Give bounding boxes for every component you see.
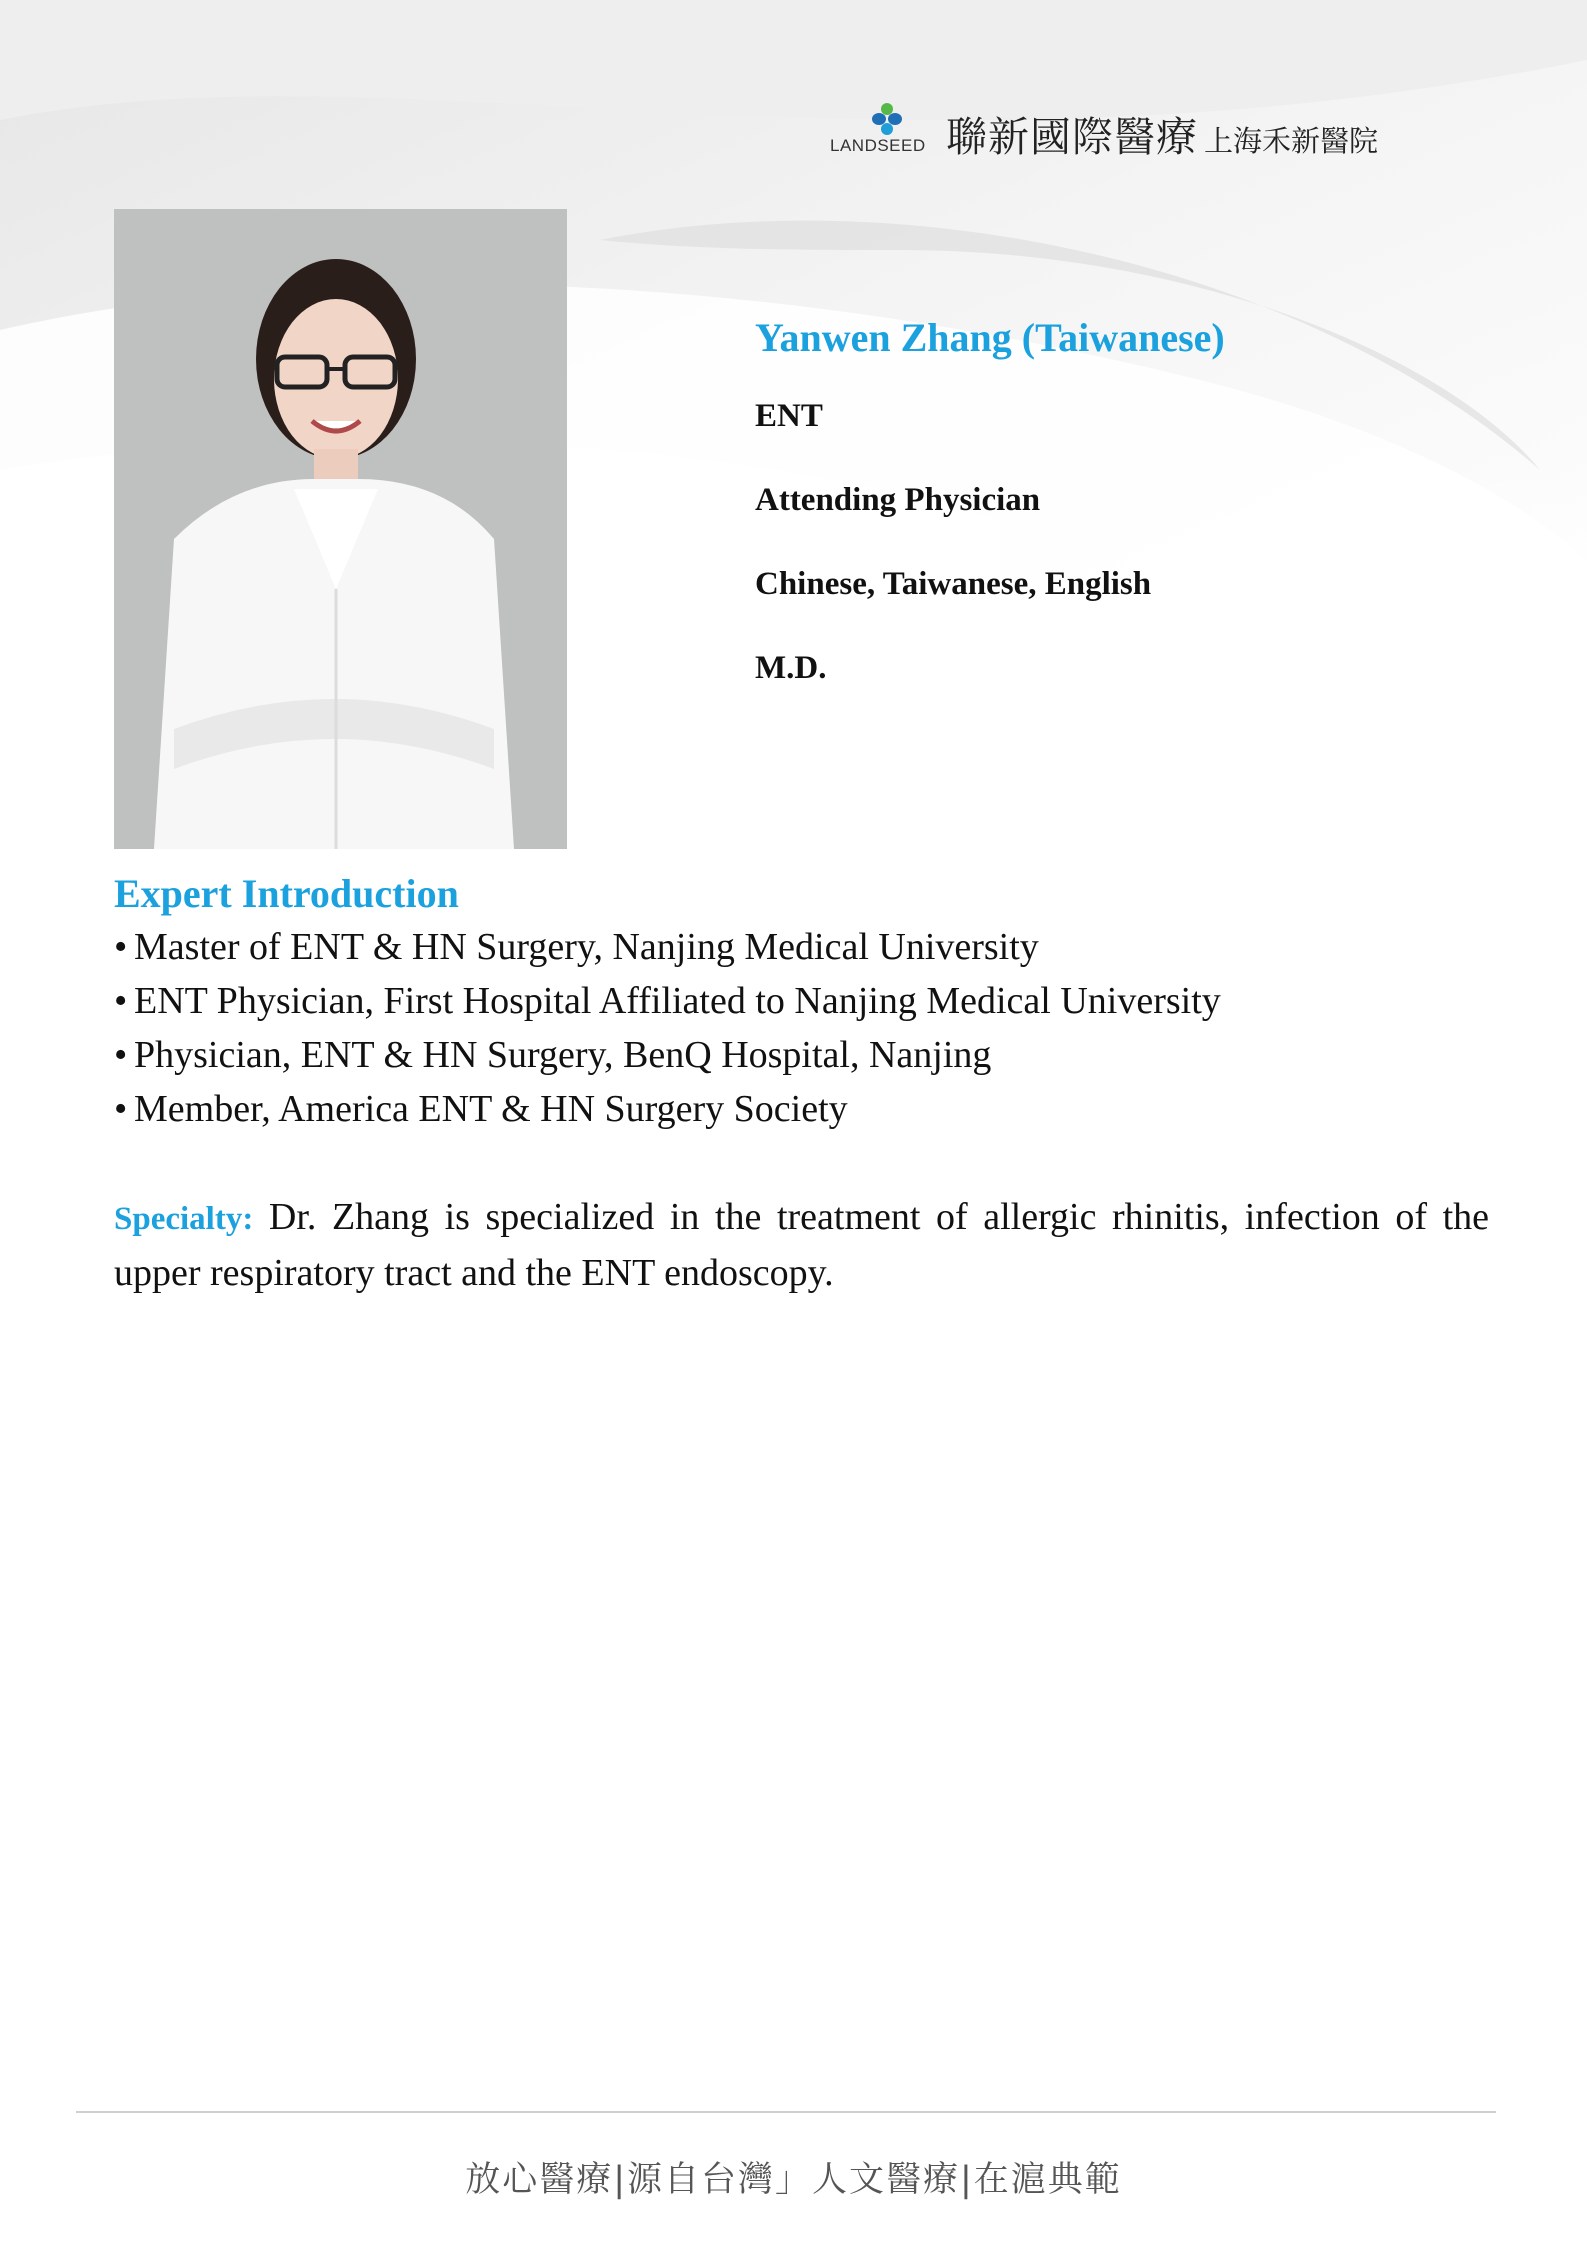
list-item-text: Physician, ENT & HN Surgery, BenQ Hospital, Nanjing — [134, 1034, 992, 1076]
footer-slogan: 放心醫療|源自台灣」人文醫療|在滬典範 — [465, 2160, 1122, 2200]
degree: M.D. — [755, 650, 827, 686]
doctor-profile — [755, 308, 1225, 710]
doctor-name: Yanwen Zhang (Taiwanese) — [755, 315, 1225, 360]
intro-list — [114, 920, 1514, 1136]
landseed-logo-mark — [830, 102, 940, 158]
list-item-text: Member, America ENT & HN Surgery Society — [134, 1088, 848, 1130]
hospital-logo — [830, 98, 1379, 161]
job-title: Attending Physician — [755, 482, 1041, 518]
expert-introduction — [114, 868, 1514, 1136]
specialty-label: Specialty: — [114, 1201, 254, 1237]
bullet: • — [114, 926, 128, 968]
list-item — [114, 1082, 1514, 1136]
list-item — [114, 920, 1514, 974]
list-item — [114, 1028, 1514, 1082]
footer-divider — [76, 2111, 1496, 2113]
list-item — [114, 974, 1514, 1028]
specialty-section — [114, 1190, 1489, 1300]
bullet: • — [114, 1088, 128, 1130]
languages: Chinese, Taiwanese, English — [755, 566, 1152, 602]
doctor-portrait — [114, 209, 567, 849]
intro-heading: Expert Introduction — [114, 871, 459, 916]
hospital-name: 上海禾新醫院 — [1204, 124, 1379, 158]
brand-english-name: LANDSEED — [830, 136, 926, 155]
bullet: • — [114, 1034, 128, 1076]
bullet: • — [114, 980, 128, 1022]
specialty-text: Dr. Zhang is specialized in the treatment of allergic rhinitis, infection of the upper respiratory tract and the ENT endoscopy. — [114, 1196, 1489, 1294]
leaf-cluster-icon — [870, 102, 904, 136]
brand-chinese-name: 聯新國際醫療 — [946, 113, 1198, 161]
department: ENT — [755, 398, 823, 434]
list-item-text: ENT Physician, First Hospital Affiliated to Nanjing Medical University — [134, 980, 1221, 1022]
list-item-text: Master of ENT & HN Surgery, Nanjing Medical University — [134, 926, 1039, 968]
